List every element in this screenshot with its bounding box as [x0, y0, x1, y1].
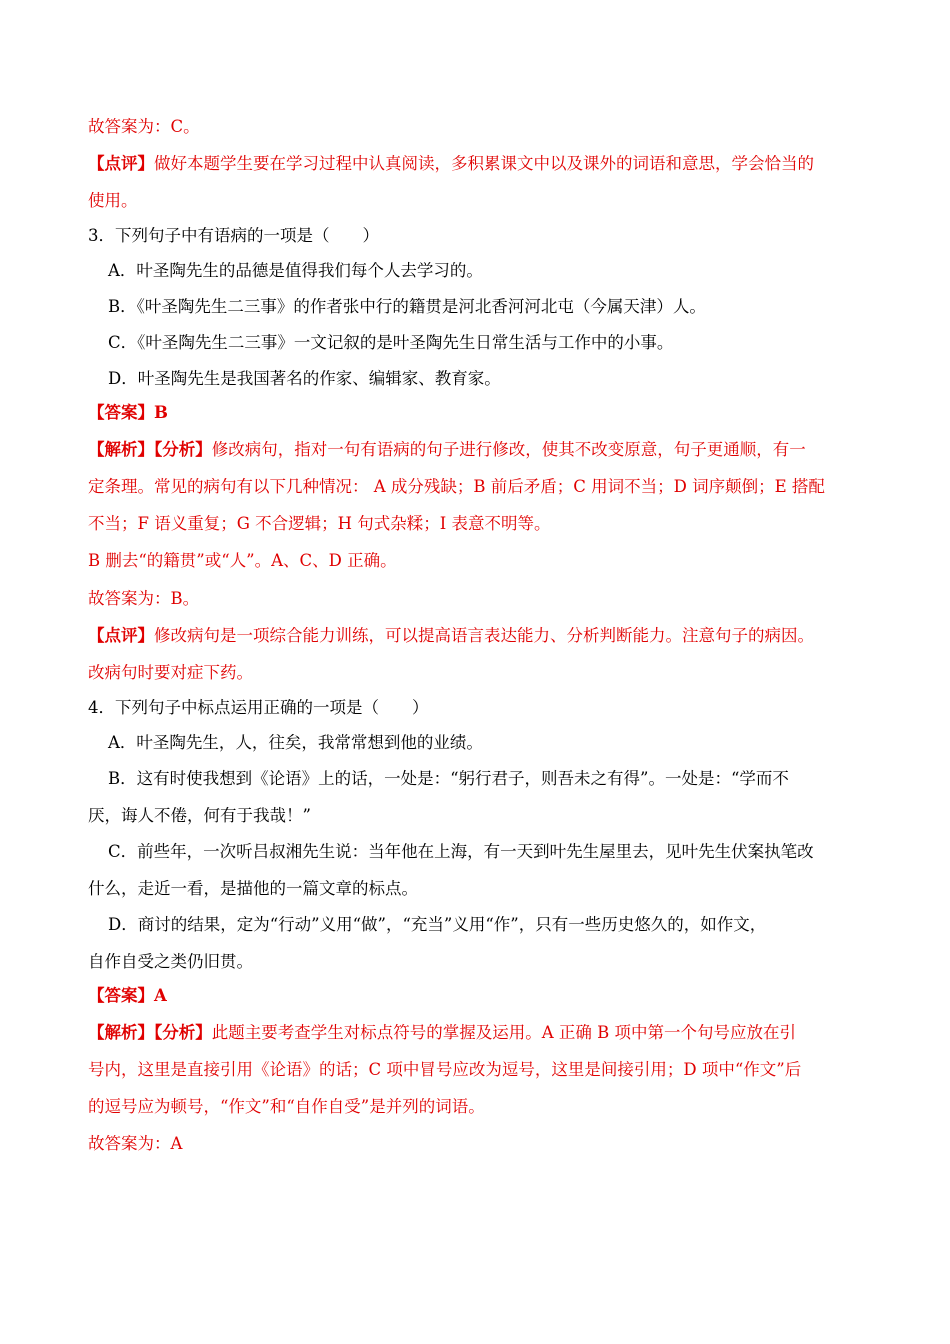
- q3-option-b: B．《叶圣陶先生二三事》的作者张中行的籍贯是河北香河河北屯（今属天津）人。: [108, 297, 706, 316]
- q3-option-c: C．《叶圣陶先生二三事》一文记叙的是叶圣陶先生日常生活与工作中的小事。: [108, 333, 674, 352]
- q4-analysis-line-1: [88, 1022, 796, 1044]
- q2-comment-line-1: [88, 153, 814, 175]
- q3-analysis-line-2: 定条理。常见的病句有以下几种情况： A 成分残缺；B 前后矛盾；C 用词不当；D 词序颠倒；E 搭配: [88, 477, 825, 496]
- q4-option-a: A．叶圣陶先生，人，往矣，我常常想到他的业绩。: [108, 733, 483, 752]
- comment-text: 做好本题学生要在学习过程中认真阅读，多积累课文中以及课外的词语和意思，学会恰当的: [154, 154, 814, 173]
- q3-question: 3．下列句子中有语病的一项是（ ）: [88, 226, 379, 245]
- q3-analysis-line-1: [88, 439, 806, 461]
- q3-answer: 【答案】B: [88, 403, 168, 422]
- q4-option-b-line-1: B．这有时使我想到《论语》上的话，一处是：“躬行君子，则吾未之有得”。一处是：“学而不: [108, 769, 789, 788]
- q4-answer: 【答案】A: [88, 986, 167, 1005]
- q4-option-d-line-1: D．商讨的结果，定为“行动”义用“做”，“充当”义用“作”，只有一些历史悠久的，如作文，: [108, 915, 767, 934]
- q3-conclusion: 故答案为：B。: [88, 589, 200, 608]
- comment-tag: 【点评】: [88, 154, 154, 173]
- comment-tag: 【点评】: [88, 626, 154, 645]
- q3-option-d: D．叶圣陶先生是我国著名的作家、编辑家、教育家。: [108, 369, 501, 388]
- q3-option-a: A．叶圣陶先生的品德是值得我们每个人去学习的。: [108, 261, 483, 280]
- analysis-tag: 【解析】【分析】: [88, 440, 212, 459]
- q4-option-c-line-2: 什么，走近一看，是描他的一篇文章的标点。: [88, 879, 418, 898]
- q4-option-d-line-2: 自作自受之类仍旧贯。: [88, 952, 253, 971]
- q4-analysis-line-3: 的逗号应为顿号，“作文”和“自作自受”是并列的词语。: [88, 1097, 485, 1116]
- q3-comment-line-1: [88, 625, 814, 647]
- analysis-text: 此题主要考查学生对标点符号的掌握及运用。A 正确 B 项中第一个句号应放在引: [211, 1023, 797, 1042]
- q3-comment-line-2: 改病句时要对症下药。: [88, 663, 253, 682]
- comment-text: 修改病句是一项综合能力训练，可以提高语言表达能力、分析判断能力。注意句子的病因。: [154, 626, 814, 645]
- q4-option-b-line-2: 厌，诲人不倦，何有于我哉！”: [88, 806, 311, 825]
- q3-analysis-line-3: 不当；F 语义重复；G 不合逻辑；H 句式杂糅；I 表意不明等。: [88, 514, 551, 533]
- q4-analysis-line-2: 号内，这里是直接引用《论语》的话；C 项中冒号应改为逗号，这里是间接引用；D 项中“作文”后: [88, 1060, 802, 1079]
- q2-conclusion: 故答案为：C。: [88, 117, 200, 136]
- q3-detail: B 删去“的籍贯”或“人”。A、C、D 正确。: [88, 551, 397, 570]
- q4-question: 4．下列句子中标点运用正确的一项是（ ）: [88, 698, 429, 717]
- analysis-text: 修改病句，指对一句有语病的句子进行修改，使其不改变原意，句子更通顺，有一: [211, 440, 806, 459]
- q4-conclusion: 故答案为：A: [88, 1134, 183, 1153]
- q4-option-c-line-1: C．前些年，一次听吕叔湘先生说：当年他在上海，有一天到叶先生屋里去，见叶先生伏案执笔改: [108, 842, 814, 861]
- q2-comment-line-2: 使用。: [88, 191, 138, 210]
- analysis-tag: 【解析】【分析】: [88, 1023, 212, 1042]
